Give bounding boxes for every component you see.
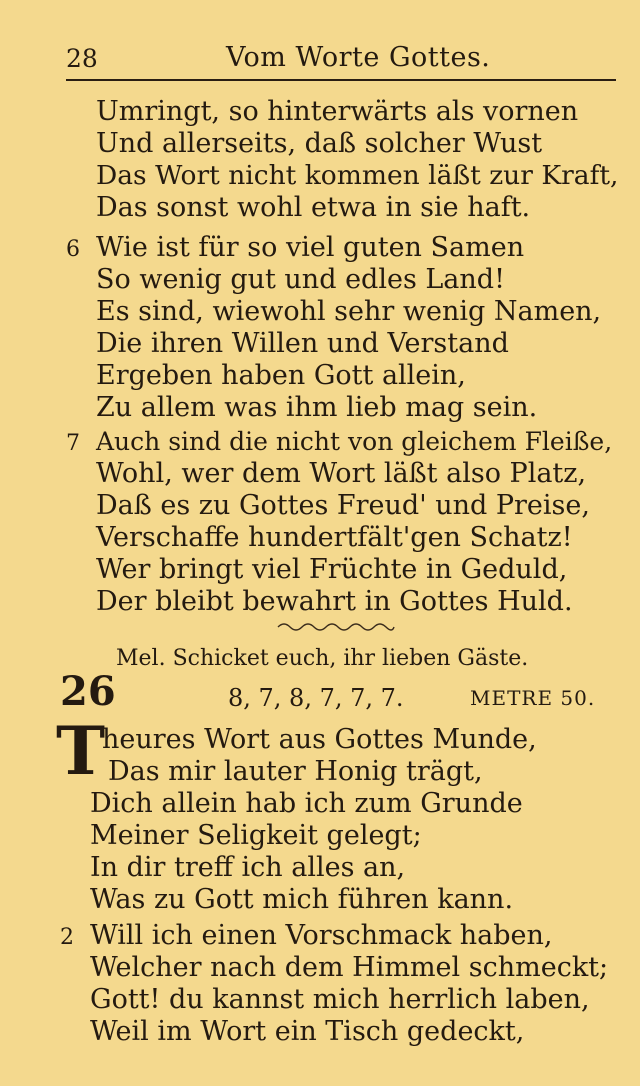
page-header bbox=[66, 38, 616, 74]
stanza-number: 6 bbox=[66, 237, 80, 262]
verse-line: Was zu Gott mich führen kann. bbox=[90, 884, 514, 915]
verse-line: So wenig gut und edles Land! bbox=[96, 264, 505, 295]
verse-line: Und allerseits, daß solcher Wust bbox=[96, 128, 543, 159]
verse-line: Das Wort nicht kommen läßt zur Kraft, bbox=[96, 160, 619, 191]
verse-line: Dich allein hab ich zum Grunde bbox=[90, 788, 523, 819]
running-title: Vom Worte Gottes. bbox=[226, 42, 491, 73]
melody-line: Mel. Schicket euch, ihr lieben Gäste. bbox=[116, 646, 529, 671]
verse-line: Daß es zu Gottes Freud' und Preise, bbox=[96, 490, 590, 521]
metre-name: METRE 50. bbox=[470, 686, 596, 710]
metre-numbers: 8, 7, 8, 7, 7, 7. bbox=[228, 684, 404, 712]
verse-line: Es sind, wiewohl sehr wenig Namen, bbox=[96, 296, 602, 327]
verse-line: Wie ist für so viel guten Samen bbox=[96, 232, 525, 263]
verse-line: Das sonst wohl etwa in sie haft. bbox=[96, 192, 531, 223]
verse-line: Meiner Seligkeit gelegt; bbox=[90, 820, 422, 851]
verse-line: Verschaffe hundertfält'gen Schatz! bbox=[96, 522, 573, 553]
verse-line: Wohl, wer dem Wort läßt also Platz, bbox=[96, 458, 587, 489]
verse-line: Weil im Wort ein Tisch gedeckt, bbox=[90, 1016, 525, 1047]
verse-line: Wer bringt viel Früchte in Geduld, bbox=[96, 554, 568, 585]
stanza-number: 7 bbox=[66, 431, 80, 456]
verse-line: heures Wort aus Gottes Munde, bbox=[102, 724, 537, 755]
page-number: 28 bbox=[66, 44, 98, 73]
verse-line: Zu allem was ihm lieb mag sein. bbox=[96, 392, 538, 423]
header-rule bbox=[66, 79, 616, 81]
verse-line: Will ich einen Vorschmack haben, bbox=[90, 920, 553, 951]
stanza-number: 2 bbox=[60, 925, 74, 950]
verse-line: Ergeben haben Gott allein, bbox=[96, 360, 466, 391]
verse-line: Der bleibt bewahrt in Gottes Huld. bbox=[96, 586, 573, 617]
verse-line: In dir treff ich alles an, bbox=[90, 852, 406, 883]
verse-line: Auch sind die nicht von gleichem Fleiße, bbox=[96, 427, 613, 456]
verse-line: Umringt, so hinterwärts als vornen bbox=[96, 96, 579, 127]
verse-line: Welcher nach dem Himmel schmeckt; bbox=[90, 952, 609, 983]
drop-cap: T bbox=[56, 712, 106, 790]
verse-line: Die ihren Willen und Verstand bbox=[96, 328, 509, 359]
hymn-number: 26 bbox=[60, 668, 116, 715]
verse-line: Das mir lauter Honig trägt, bbox=[108, 756, 483, 787]
wavy-ornament-icon bbox=[276, 620, 396, 634]
verse-line: Gott! du kannst mich herrlich laben, bbox=[90, 984, 590, 1015]
